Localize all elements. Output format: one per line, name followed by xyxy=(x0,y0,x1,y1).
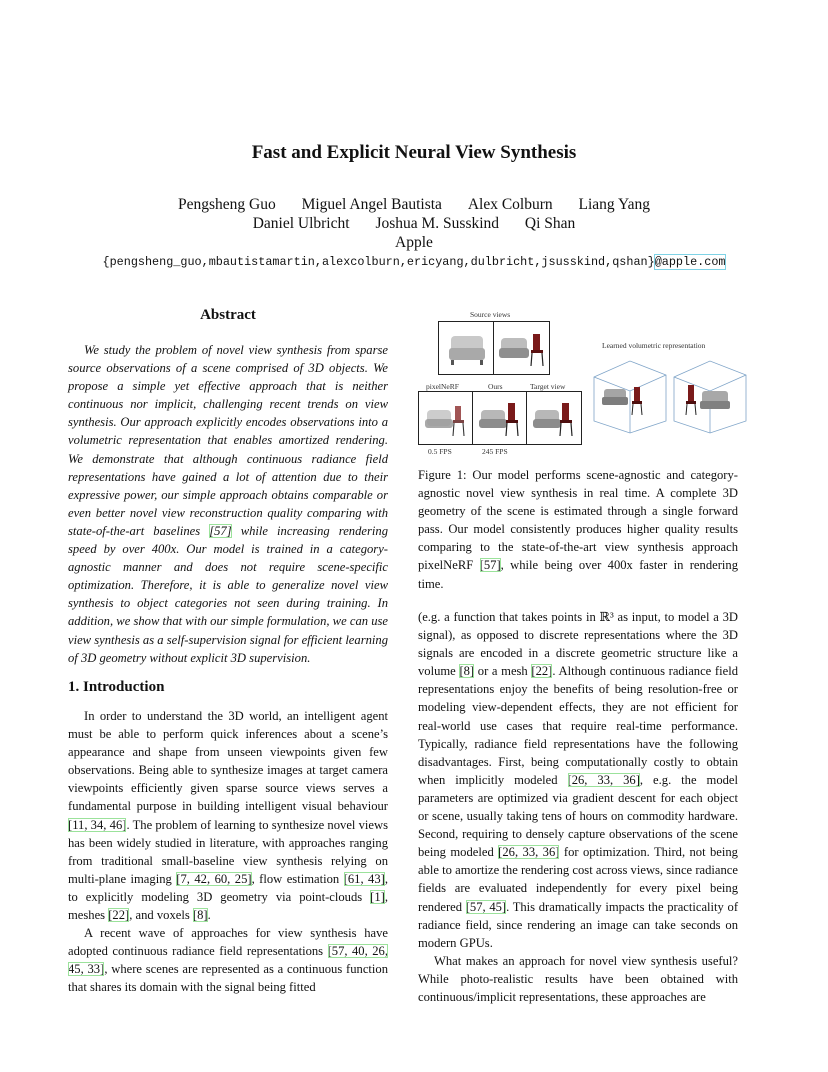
citation-link[interactable]: [1] xyxy=(370,889,385,904)
citation-link[interactable]: [7, 42, 60, 25] xyxy=(176,871,252,886)
abstract-heading: Abstract xyxy=(200,307,256,323)
citation-link[interactable]: [22] xyxy=(108,908,130,923)
author: Alex Colburn xyxy=(467,196,553,213)
introduction-text xyxy=(68,707,388,997)
citation-link[interactable]: [26, 33, 36] xyxy=(498,845,560,860)
figure-1 xyxy=(418,305,748,460)
paragraph: A recent wave of approaches for view synthesis have adopted continuous radiance field representations [57, 40, 26, 45, 33], where scenes are represented as a continuous function that shares its domain with the signal being fitted xyxy=(68,926,388,995)
sofa-image xyxy=(447,330,487,368)
source-views-panel xyxy=(438,321,550,375)
author-list-line-2 xyxy=(0,215,828,233)
author: Liang Yang xyxy=(578,196,650,213)
citation-link[interactable]: [8] xyxy=(192,908,208,923)
author: Joshua M. Susskind xyxy=(375,215,500,232)
citation-link[interactable]: [11, 34, 46] xyxy=(68,817,127,832)
abstract-text: We study the problem of novel view synthesis from sparse source observations of a scene comprised of 3D objects. We propose a simple yet effective approach that is neither continuous nor implicit, challenging recent trends on view synthesis. Our approach explicitly encodes observations into a volumetric representation that enables amortized rendering. We demonstrate that although continuous radiance field representations have gained a lot of attention due to their expressive power, our simple approach obtains comparable or even better novel view reconstruction quality comparing with state-of-the-art baselines [57] while increasing rendering speed by over 400x. Our model is trained in a category-agnostic manner and does not require scene-specific optimization. Therefore, it is able to generalize novel view synthesis to object categories not seen during training. In addition, we show that with our simple formulation, we can use view synthesis as a self-supervision signal for efficient learning of 3D geometry without explicit 3D supervision. xyxy=(68,343,388,665)
citation-link[interactable]: [8] xyxy=(459,664,475,679)
target-view-image xyxy=(531,398,577,440)
paragraph: In order to understand the 3D world, an intelligent agent must be able to perform quick inferences about a scene’s appearance and shape from unseen viewpoints given few observations. Being able to synthesize images at target camera viewpoints efficiently given sparse source views serves a fundamental purpose in building intelligent visual behaviour [11, 34, 46]. The problem of learning to synthesize novel views has been widely studied in literature, with approaches ranging from traditional small-baseline view synthesis relying on multi-plane imaging [7, 42, 60, 25], flow estimation [61, 43], to explicitly modeling 3D geometry via point-clouds [1], meshes [22], and voxels [8]. xyxy=(68,709,389,923)
email-names: {pengsheng_guo,mbautistamartin,alexcolburn,ericyang,dulbricht,jsusskind,qshan} xyxy=(102,255,655,269)
citation-link[interactable]: [57, 45] xyxy=(465,899,507,914)
volumetric-cubes-image xyxy=(590,355,750,435)
pixelnerf-render-image xyxy=(423,398,469,440)
citation-link[interactable]: [57] xyxy=(479,558,501,573)
paper-title: Fast and Explicit Neural View Synthesis xyxy=(251,142,577,163)
email-domain-link[interactable]: @apple.com xyxy=(654,255,726,269)
figure-caption: Figure 1: Our model performs scene-agnostic and category-agnostic novel view synthesis in real time. A complete 3D geometry of the scene is estimated through a single forward pass. Our model consistently produces higher quality results comparing to the state-of-the-art view synthesis approach pixelNeRF [57], while being over 400x faster in rendering time. xyxy=(418,468,738,591)
author: Daniel Ulbricht xyxy=(252,215,350,232)
pixelnerf-fps: 0.5 FPS xyxy=(428,447,452,456)
learned-representation-label: Learned volumetric representation xyxy=(602,341,706,350)
ours-label: Ours xyxy=(488,382,503,391)
citation-link[interactable]: [57, 40, 26, 45, 33] xyxy=(68,944,388,977)
target-view-label: Target view xyxy=(530,382,566,391)
affiliation: Apple xyxy=(395,234,433,251)
author-emails xyxy=(0,255,828,269)
author: Pengsheng Guo xyxy=(177,196,276,213)
citation-link[interactable]: [26, 33, 36] xyxy=(567,772,640,787)
ours-fps: 245 FPS xyxy=(482,447,508,456)
citation-link[interactable]: [61, 43] xyxy=(343,871,385,886)
citation-link[interactable]: [57] xyxy=(209,523,232,538)
author: Qi Shan xyxy=(524,215,576,232)
paragraph: What makes an approach for novel view synthesis useful? While photo-realistic results have been obtained with continuous/implicit representations, these approaches are xyxy=(418,953,738,1004)
introduction-text-continued xyxy=(418,608,738,1006)
pixelnerf-label: pixelNeRF xyxy=(426,382,459,391)
author: Miguel Angel Bautista xyxy=(301,196,442,213)
author-list-line-1 xyxy=(0,196,828,214)
comparison-panel xyxy=(418,391,582,445)
section-heading-introduction: 1. Introduction xyxy=(68,679,165,695)
source-views-label: Source views xyxy=(470,310,511,319)
ours-render-image xyxy=(477,398,523,440)
paragraph: (e.g. a function that takes points in ℝ³ as input, to model a 3D signal), as opposed to discrete representations where the 3D signals are encoded in a discrete geometric structure like a volume [8] or a mesh [22]. Although continuous radiance field representations enjoy the benefits of being resolution-free or modeling view-dependent effects, they are not efficient for real-world use cases that require real-time performance. Typically, radiance field representations have the following disadvantages. First, being computationally costly to obtain when implicitly modeled [26, 33, 36], e.g. the model parameters are optimized via gradient descent for each object or scene, usually taking tens of hours on commodity hardware. Second, requiring to densely capture observations of the scene being modeled [26, 33, 36] for optimization. Third, not being able to amortize the rendering cost across views, since radiance fields are evaluated independently for every pixel being rendered [57, 45]. This dramatically impacts the practicality of radiance field, since rendering an image can take seconds on modern GPUs. xyxy=(418,610,739,950)
sofa-chair-image xyxy=(497,328,547,370)
citation-link[interactable]: [22] xyxy=(531,664,553,679)
